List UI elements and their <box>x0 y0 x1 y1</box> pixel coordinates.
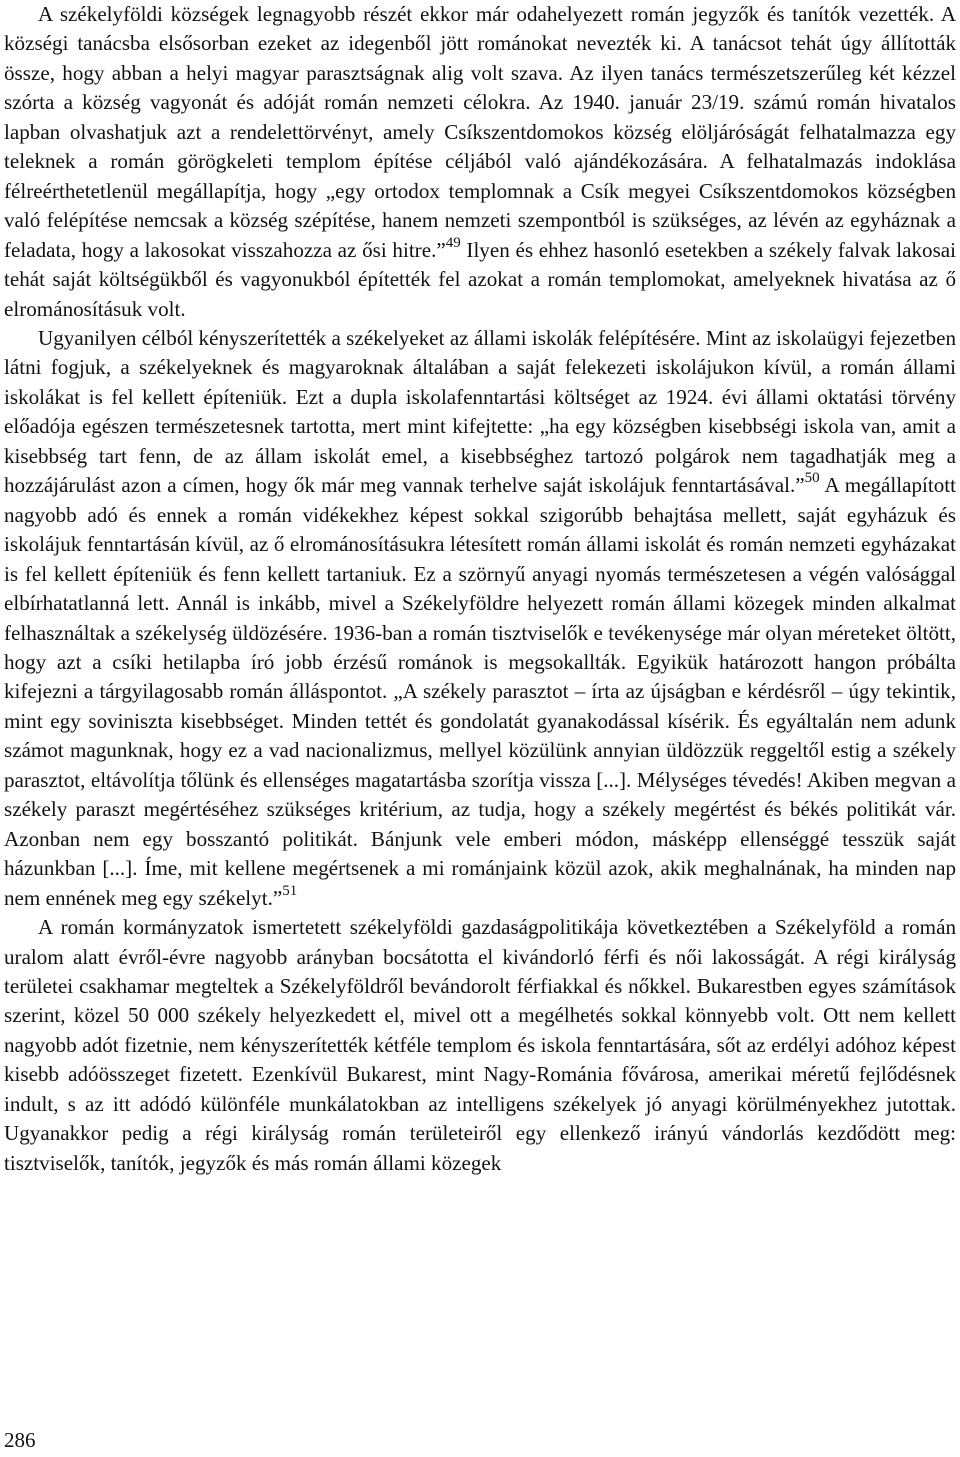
paragraph-1-text-1: A székelyföldi községek legnagyobb részét ekkor már odahelyezett román jegyzők és tanítók vezették. A községi tanácsba elsősorban ezeket az idegenből jött románokat nevezték ki. A tanácsot tehát úgy állították össze, hogy abban a helyi magyar parasztságnak alig volt szava. Az ilyen tanács természetszerűleg két kézzel szórta a község vagyonát és adóját román nemzeti célokra. Az 1940. január 23/19. számú román hivatalos lapban olvashatjuk azt a rendelettörvényt, amely Csíkszentdomokos község elöljáróságát felhatalmazza egy teleknek a román görögkeleti templom építése céljából való ajándékozására. A felhatalmazás indoklása félreérthetetlenül megállapítja, hogy „egy ortodox templomnak a Csík megyei Csíkszentdomokos községben való felépítése nemcsak a község szépítése, hanem nemzeti szempontból is szükséges, az lévén az egyháznak a feladata, hogy a lakosokat visszahozza az ősi hitre.” <box>4 2 956 262</box>
paragraph-1-text-2: Ilyen és ehhez hasonló esetekben a székely falvak lakosai tehát saját költségükből és vagyonukból építették fel azokat a román templomokat, amelyeknek hivatása az ő elrománosításuk volt. <box>4 237 957 321</box>
paragraph-3-text-1: A román kormányzatok ismertetett székelyföldi gazdaságpolitikája következtében a Székelyföld a román uralom alatt évről-évre nagyobb arányban bocsátotta el kivándorló férfi és női lakosságát. A régi királyság területei csakhamar megteltek a Székelyföldről bevándorolt férfiakkal és nőkkel. Bukarestben egyes számítások szerint, közel 50 000 székely helyezkedett el, mivel ott a megélhetés sokkal könnyebb volt. Ott nem kellett nagyobb adót fizetnie, nem kényszerítették kétféle templom és iskola fenntartására, sőt az erdélyi adóhoz képest kisebb adóösszeget fizetett. Ezenkívül Bukarest, mint Nagy-Románia fővárosa, amerikai méretű fejlődésnek indult, s az itt adódó különféle munkálatokban az intelligens székelyek jó anyagi körülményekhez jutottak. Ugyanakkor pedig a régi királyság román területeiről egy ellenkező irányú vándorlás kezdődött meg: tisztviselők, tanítók, jegyzők és más román állami közegek <box>4 915 956 1175</box>
paragraph-2 <box>4 324 956 913</box>
paragraph-2-text-2: A megállapított nagyobb adó és ennek a román vidékekhez képest sokkal szigorúbb behajtása mellett, saját egyházuk és iskolájuk fenntartásán kívül, az ő elrománosításukra létesített román állami iskolát és román nemzeti egyházakat is fel kellett építeniük és fenn kellett tartaniuk. Ez a szörnyű anyagi nyomás természetesen a végén valósággal elbírhatatlanná lett. Annál is inkább, mivel a Székelyföldre helyezett román állami közegek minden alkalmat felhasználtak a székelység üldözésére. 1936-ban a román tisztviselők e tevékenysége már olyan méreteket öltött, hogy azt a csíki hetilapba író jobb érzésű románok is megsokallták. Egyikük határozott hangon próbálta kifejezni a tárgyilagosabb román álláspontot. „A székely parasztot – írta az újságban e kérdésről – úgy tekintik, mint egy soviniszta kisebbséget. Minden tettét és gondolatát gyanakodással kísérik. És egyáltalán nem adunk számot magunknak, hogy ez a vad nacionalizmus, mellyel közülünk annyian üldözzük reggeltől estig a székely parasztot, eltávolítja tőlünk és ellenséges magatartásba szorítja vissza [...]. Mélységes tévedés! Akiben megvan a székely paraszt megértéséhez szükséges kritérium, az tudja, hogy a székely megértést és békés politikát vár. Azonban nem egy bosszantó politikát. Bánjunk vele emberi módon, másképp ellenséggé tesszük saját házunkban [...]. Íme, mit kellene megértsenek a mi románjaink közül azok, akik meghalnának, ha minden nap nem ennének meg egy székelyt.” <box>4 473 956 910</box>
paragraph-3 <box>4 913 956 1178</box>
footnote-ref-51[interactable]: 51 <box>282 882 298 899</box>
page-number: 286 <box>4 1428 36 1452</box>
footnote-ref-50[interactable]: 50 <box>804 470 820 487</box>
paragraph-1 <box>4 0 956 324</box>
paragraph-2-text-1: Ugyanilyen célból kényszerítették a székelyeket az állami iskolák felépítésére. Mint az iskolaügyi fejezetben látni fogjuk, a székelyeknek és magyaroknak általában a saját felekezeti iskolájukon kívül, a román állami iskolákat is fel kellett építeniük. Ezt a dupla iskolafenntartási költséget az 1924. évi állami oktatási törvény előadója egészen természetesnek tartotta, mert mint kifejtette: „ha egy községben kisebbségi iskola van, amit a kisebbség tart fenn, de az állam iskolát emel, a kisebbséghez tartozó polgárok nem tagadhatják meg a hozzájárulást azon a címen, hogy ők már meg vannak terhelve saját iskolájuk fenntartásával.” <box>4 325 956 498</box>
footnote-ref-49[interactable]: 49 <box>445 234 461 251</box>
page-body <box>4 0 956 1178</box>
